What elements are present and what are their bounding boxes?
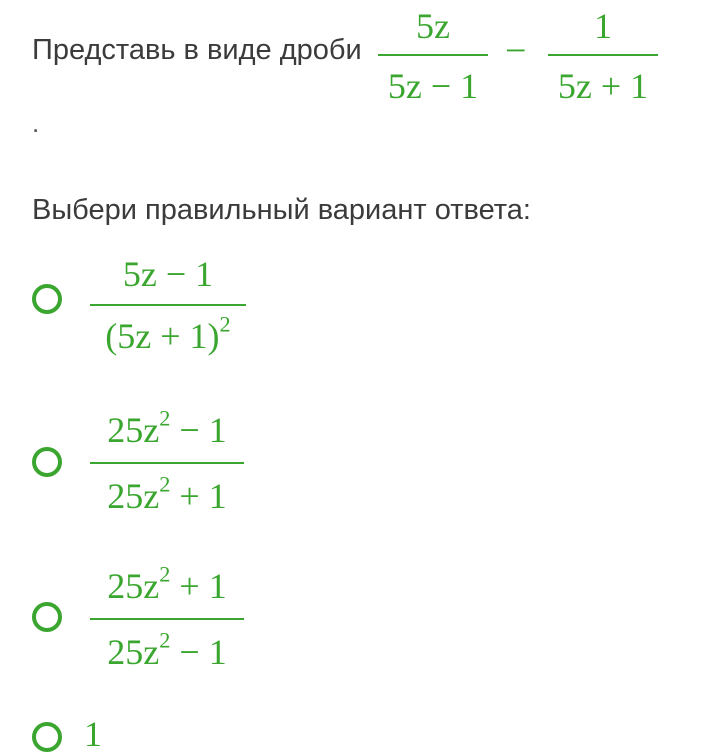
option-2-num-base: 25z [107,410,160,450]
option-3-fraction[interactable] [90,561,244,672]
fraction-1-numerator: 5z [416,6,450,46]
option-3-denominator [107,620,226,670]
option-3-den-base: 25z [107,632,160,672]
option-1-den-base: (5z + 1) [105,316,220,356]
option-1-den-exponent: 2 [219,311,231,337]
fraction-1-denominator: 5z − 1 [387,66,479,106]
option-3-num-base: 25z [107,566,160,606]
question-fraction-2 [548,8,658,104]
option-3-den-rest: − 1 [170,632,227,672]
minus-operator: − [505,30,527,72]
trailing-dot: . [32,108,40,138]
option-3-radio[interactable] [32,602,62,632]
option-2-den-rest: + 1 [170,476,227,516]
option-3-numerator [107,561,227,618]
option-1-radio[interactable] [32,284,62,314]
option-3-num-exponent: 2 [159,561,171,587]
fraction-2-numerator: 1 [594,6,612,46]
option-2-num-exponent: 2 [159,405,171,431]
question-text: Представь в виде дроби [32,34,362,66]
fraction-2-denominator: 5z + 1 [557,66,649,106]
option-2-denominator [107,464,226,514]
answer-prompt: Выбери правильный вариант ответа: [32,194,531,226]
option-2-den-exponent: 2 [159,471,171,497]
option-2-numerator [107,405,227,462]
option-3-den-exponent: 2 [159,627,171,653]
question-fraction-1 [378,8,488,104]
option-2-radio[interactable] [32,447,62,477]
option-1-denominator [105,306,230,354]
option-2-den-base: 25z [107,476,160,516]
option-4-radio[interactable] [32,722,62,752]
option-2-num-rest: − 1 [170,410,227,450]
option-2-fraction[interactable] [90,405,244,516]
option-3-num-rest: + 1 [170,566,227,606]
option-1-numerator: 5z − 1 [122,254,214,294]
option-4-text[interactable]: 1 [84,714,102,754]
option-1-fraction[interactable] [90,256,246,354]
